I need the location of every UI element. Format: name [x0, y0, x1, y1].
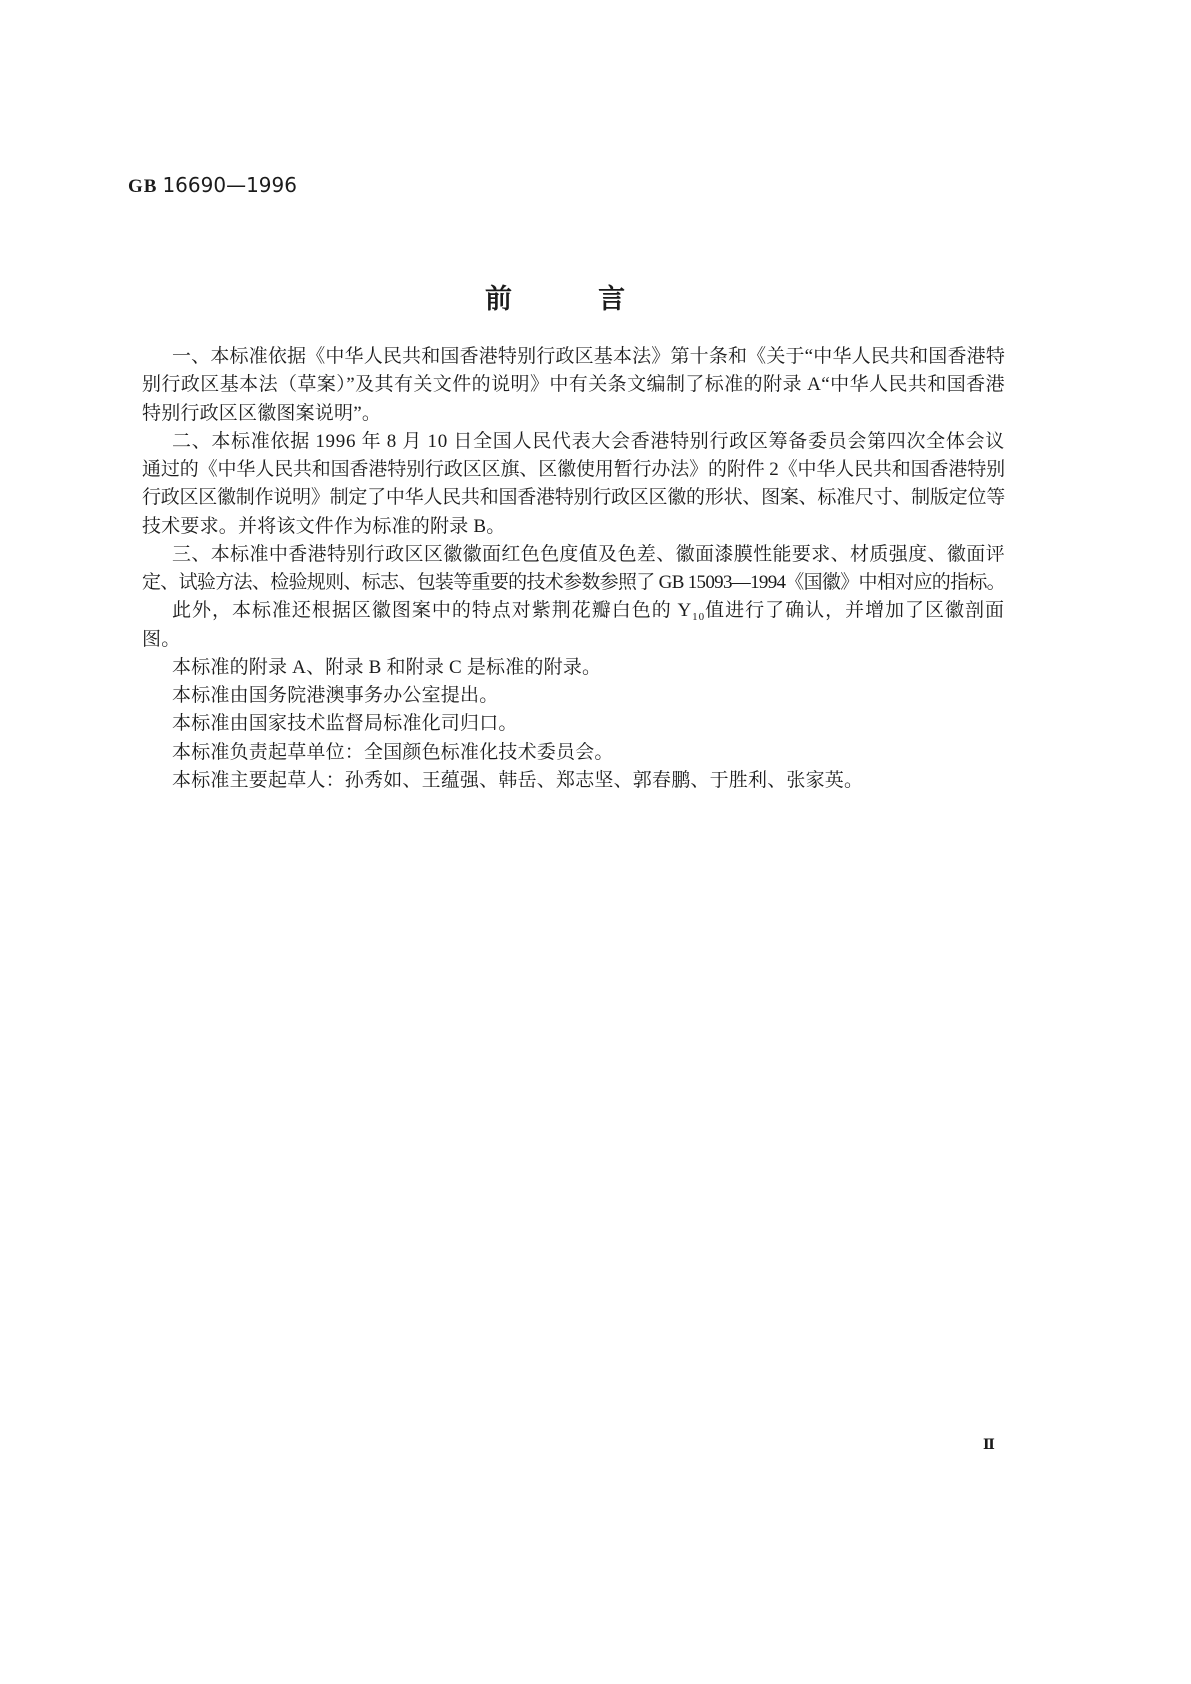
text-line-content: 本标准的附录 A、附录 B 和附录 C 是标准的附录。 [172, 656, 602, 678]
text-line-content: 本标准主要起草人：孙秀如、王蕴强、韩岳、郑志坚、郭春鹏、于胜利、张家英。 [172, 769, 864, 791]
text-before-subscript: 此外，本标准还根据区徽图案中的特点对紫荆花瓣白色的 Y [172, 600, 693, 622]
text-line [142, 484, 1005, 512]
standard-code-prefix: GB [128, 176, 158, 197]
text-line [142, 569, 1005, 597]
text-line [142, 400, 1005, 428]
paragraph-7 [142, 710, 1005, 738]
paragraph-4 [142, 597, 1005, 654]
text-line-content: 图。 [142, 628, 181, 650]
text-line-content: 本标准由国家技术监督局标准化司归口。 [172, 713, 518, 735]
page-number: Ⅱ [983, 1437, 995, 1453]
paragraph-9 [142, 767, 1005, 795]
text-line-content: 行政区区徽制作说明》制定了中华人民共和国香港特别行政区区徽的形状、图案、标准尺寸、制版定位等 [142, 487, 1005, 509]
text-line [142, 513, 1005, 541]
paragraph-3 [142, 541, 1005, 598]
standard-code-number: 16690—1996 [162, 173, 297, 197]
paragraph-1 [142, 343, 1005, 428]
text-line [172, 541, 1005, 569]
text-line-content: 二、本标准依据 1996 年 8 月 10 日全国人民代表大会香港特别行政区筹备委员会第四次全体会议 [172, 430, 1005, 452]
text-line-content: 定、试验方法、检验规则、标志、包装等重要的技术参数参照了 GB 15093—1994《国徽》中相对应的指标。 [142, 572, 1005, 594]
subscript: 10 [692, 611, 706, 624]
text-line [172, 739, 1005, 767]
paragraph-6 [142, 682, 1005, 710]
standard-code [128, 172, 297, 201]
text-line-content [172, 600, 1005, 624]
text-line [172, 682, 1005, 710]
page-title: 前 言 [485, 284, 636, 315]
text-line [142, 456, 1005, 484]
text-line [142, 371, 1005, 399]
text-line [172, 428, 1005, 456]
text-after-subscript: 值进行了确认，并增加了区徽剖面 [705, 600, 1005, 622]
text-line [172, 343, 1005, 371]
text-line [172, 597, 1005, 625]
text-line-content: 本标准由国务院港澳事务办公室提出。 [172, 685, 499, 707]
paragraph-8 [142, 739, 1005, 767]
text-line-content: 特别行政区区徽图案说明”。 [142, 402, 382, 424]
paragraph-2 [142, 428, 1005, 541]
text-line [142, 626, 1005, 654]
foreword-body [142, 343, 1005, 795]
text-line [172, 710, 1005, 738]
text-line-content: 三、本标准中香港特别行政区区徽徽面红色色度值及色差、徽面漆膜性能要求、材质强度、徽面评 [172, 543, 1005, 565]
text-line-content: 本标准负责起草单位：全国颜色标准化技术委员会。 [172, 741, 614, 763]
text-line-content: 通过的《中华人民共和国香港特别行政区区旗、区徽使用暂行办法》的附件 2《中华人民共和国香港特别 [142, 459, 1005, 481]
text-line-content: 技术要求。并将该文件作为标准的附录 B。 [142, 515, 506, 537]
text-line-content: 一、本标准依据《中华人民共和国香港特别行政区基本法》第十条和《关于“中华人民共和国香港特 [172, 346, 1005, 367]
paragraph-5 [142, 654, 1005, 682]
text-line [172, 767, 1005, 795]
text-line-content: 别行政区基本法（草案）”及其有关文件的说明》中有关条文编制了标准的附录 A“中华人民共和国香港 [142, 374, 1005, 396]
text-line [172, 654, 1005, 682]
